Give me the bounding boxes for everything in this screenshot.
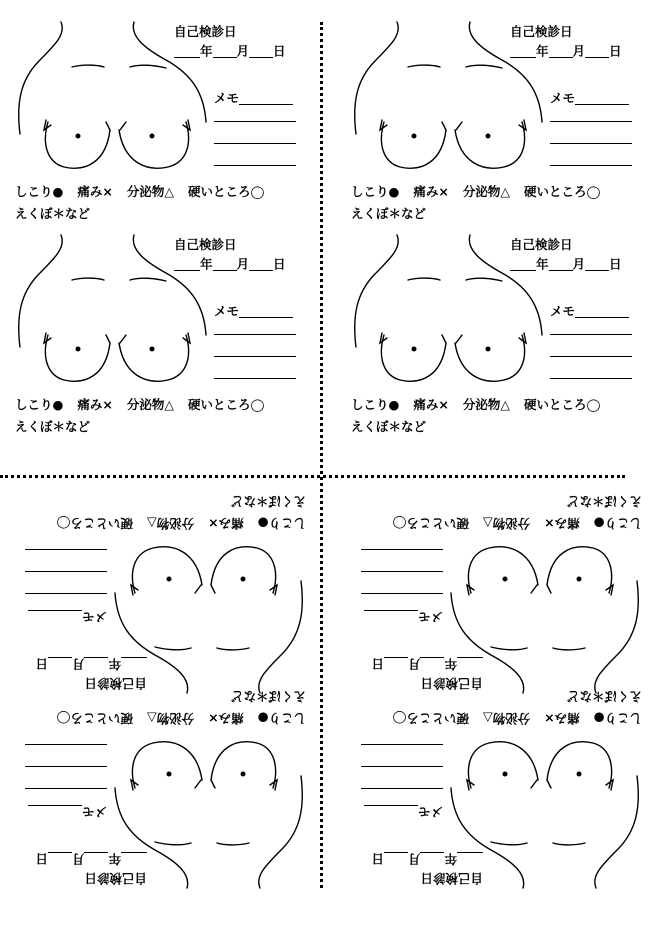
month-label: 月 [71,851,85,867]
day-label: 日 [371,851,384,867]
right-breast-outline [132,742,202,788]
self-exam-card [342,22,652,227]
month-blank [84,657,108,670]
legend-pain: 痛み× [208,711,244,726]
legend-lump: しこり● [15,397,64,412]
memo-field [214,92,293,105]
right-nipple [167,577,172,582]
right-nipple [150,347,155,352]
center-right-mark [120,335,126,343]
legend-note: えくぼ＊など [566,689,642,704]
memo-label: メモ [81,804,107,820]
center-left-mark [442,335,446,343]
right-breast-outline [468,742,538,788]
left-breast-outline [211,547,276,593]
self-exam-card [341,683,651,888]
memo-blank [364,805,418,818]
right-nipple [503,772,508,777]
memo-field [364,805,443,818]
memo-line [25,593,107,594]
year-blank [457,657,483,670]
memo-field [28,610,107,623]
right-collarbone [155,647,191,650]
memo-field [28,805,107,818]
memo-field [214,305,293,318]
left-collarbone [72,65,104,67]
exam-date-title: 自己検診日 [510,24,573,39]
left-breast-outline [45,335,110,381]
memo-label: メモ [214,90,240,106]
legend-note: えくぼ＊など [15,206,91,221]
self-exam-card [6,22,316,227]
memo-blank [28,610,82,623]
day-blank [48,657,72,670]
day-blank [249,258,273,271]
day-label: 日 [609,256,622,272]
date-fields [371,852,483,865]
year-label: 年 [200,256,213,272]
legend-pain: 痛み× [544,516,580,531]
legend-pain: 痛み× [544,711,580,726]
year-label: 年 [108,851,121,867]
month-blank [213,258,237,271]
symbol-legend [351,399,615,412]
exam-date-title: 自己検診日 [174,24,237,39]
legend-hard: 硬いところ◯ [56,516,133,531]
left-breast-outline [211,742,276,788]
left-nipple [577,577,582,582]
day-label: 日 [609,43,622,59]
left-collarbone [553,648,585,650]
day-blank [249,45,273,58]
year-blank [121,852,147,865]
legend-discharge: 分泌物△ [146,711,195,726]
year-label: 年 [108,656,121,672]
horizontal-cut-line [0,475,625,478]
memo-line [214,334,296,335]
memo-label: メモ [214,303,240,319]
year-label: 年 [536,256,549,272]
right-breast-outline [119,122,189,168]
left-shoulder-outline [595,776,639,888]
center-right-mark [456,335,462,343]
year-label: 年 [444,656,457,672]
right-breast-outline [468,547,538,593]
month-label: 月 [71,656,85,672]
right-breast-outline [119,335,189,381]
right-collarbone [491,842,527,845]
month-label: 月 [572,43,586,59]
month-label: 月 [407,851,421,867]
day-blank [585,258,609,271]
memo-line [25,549,107,550]
memo-label: メモ [81,609,107,625]
left-nipple [412,347,417,352]
legend-pain: 痛み× [77,184,113,199]
year-label: 年 [444,851,457,867]
memo-line [214,143,296,144]
left-nipple [76,347,81,352]
legend-hard: 硬いところ◯ [524,397,601,412]
left-collarbone [408,65,440,67]
left-collarbone [72,278,104,280]
month-label: 月 [407,656,421,672]
legend-note: えくぼ＊など [351,206,427,221]
right-collarbone [466,278,502,281]
right-nipple [150,134,155,139]
left-nipple [412,134,417,139]
legend-hard: 硬いところ◯ [392,711,469,726]
memo-line [550,334,632,335]
memo-line [361,766,443,767]
day-label: 日 [35,851,48,867]
memo-label: メモ [550,90,576,106]
year-blank [457,852,483,865]
legend-lump: しこり● [15,184,64,199]
legend-lump: しこり● [593,516,642,531]
exam-date-title: 自己検診日 [174,237,237,252]
memo-line [361,744,443,745]
memo-line [25,766,107,767]
center-right-mark [120,122,126,130]
memo-label: メモ [417,609,443,625]
legend-pain: 痛み× [413,397,449,412]
date-fields [35,657,147,670]
center-right-mark [531,585,537,593]
year-label: 年 [200,43,213,59]
memo-line [25,571,107,572]
legend-note: えくぼ＊など [566,494,642,509]
right-nipple [486,134,491,139]
memo-blank [364,610,418,623]
legend-discharge: 分泌物△ [482,711,531,726]
legend-note: えくぼ＊など [230,689,306,704]
memo-line [361,571,443,572]
left-shoulder-outline [19,235,63,347]
legend-note: えくぼ＊など [230,494,306,509]
self-exam-card [342,235,652,440]
center-right-mark [195,780,201,788]
right-collarbone [466,65,502,68]
memo-blank [575,92,629,105]
memo-blank [28,805,82,818]
year-blank [174,258,200,271]
year-blank [510,45,536,58]
month-blank [420,852,444,865]
month-blank [213,45,237,58]
left-shoulder-outline [355,22,399,134]
symbol-legend [378,712,642,725]
left-shoulder-outline [19,22,63,134]
left-shoulder-outline [595,581,639,693]
month-blank [420,657,444,670]
legend-discharge: 分泌物△ [462,397,511,412]
left-shoulder-outline [259,776,303,888]
symbol-legend [15,399,279,412]
left-nipple [241,772,246,777]
right-collarbone [491,647,527,650]
left-nipple [241,577,246,582]
legend-lump: しこり● [351,397,400,412]
legend-pain: 痛み× [413,184,449,199]
memo-line [25,744,107,745]
left-nipple [76,134,81,139]
memo-line [214,356,296,357]
left-breast-outline [45,122,110,168]
legend-note: えくぼ＊など [351,419,427,434]
memo-line [361,549,443,550]
memo-line [214,378,296,379]
center-right-mark [195,585,201,593]
exam-date-title: 自己検診日 [420,676,483,691]
memo-line [550,143,632,144]
month-label: 月 [236,256,250,272]
day-blank [384,852,408,865]
memo-line [214,165,296,166]
memo-blank [575,305,629,318]
year-blank [121,657,147,670]
month-blank [549,45,573,58]
center-right-mark [456,122,462,130]
center-right-mark [531,780,537,788]
memo-line [550,378,632,379]
self-exam-card [5,683,315,888]
right-nipple [503,577,508,582]
right-collarbone [130,278,166,281]
legend-hard: 硬いところ◯ [524,184,601,199]
center-left-mark [547,585,551,593]
legend-hard: 硬いところ◯ [188,184,265,199]
memo-field [550,92,629,105]
date-fields [35,852,147,865]
day-label: 日 [35,656,48,672]
legend-pain: 痛み× [208,516,244,531]
left-shoulder-outline [355,235,399,347]
center-left-mark [106,335,110,343]
month-blank [549,258,573,271]
legend-lump: しこり● [257,516,306,531]
symbol-legend [42,712,306,725]
legend-discharge: 分泌物△ [126,397,175,412]
memo-label: メモ [550,303,576,319]
legend-hard: 硬いところ◯ [188,397,265,412]
left-breast-outline [381,122,446,168]
legend-lump: しこり● [593,711,642,726]
memo-blank [239,305,293,318]
memo-field [550,305,629,318]
memo-line [25,788,107,789]
right-breast-outline [132,547,202,593]
day-label: 日 [273,43,286,59]
memo-label: メモ [417,804,443,820]
date-fields [510,258,622,271]
memo-line [550,356,632,357]
left-collarbone [553,843,585,845]
date-fields [174,258,286,271]
memo-blank [239,92,293,105]
date-fields [371,657,483,670]
year-label: 年 [536,43,549,59]
memo-line [361,593,443,594]
legend-note: えくぼ＊など [15,419,91,434]
day-label: 日 [273,256,286,272]
year-blank [510,258,536,271]
symbol-legend [351,186,615,199]
self-exam-card [341,488,651,693]
day-label: 日 [371,656,384,672]
month-blank [84,852,108,865]
legend-discharge: 分泌物△ [462,184,511,199]
center-left-mark [211,780,215,788]
left-collarbone [217,648,249,650]
month-label: 月 [236,43,250,59]
date-fields [174,45,286,58]
exam-date-title: 自己検診日 [510,237,573,252]
memo-field [364,610,443,623]
exam-date-title: 自己検診日 [84,676,147,691]
left-collarbone [217,843,249,845]
right-nipple [167,772,172,777]
legend-discharge: 分泌物△ [126,184,175,199]
center-left-mark [106,122,110,130]
left-breast-outline [547,547,612,593]
symbol-legend [378,517,642,530]
exam-date-title: 自己検診日 [84,871,147,886]
year-blank [174,45,200,58]
legend-lump: しこり● [351,184,400,199]
right-breast-outline [455,122,525,168]
center-left-mark [547,780,551,788]
self-exam-card [6,235,316,440]
day-blank [585,45,609,58]
symbol-legend [42,517,306,530]
day-blank [48,852,72,865]
right-collarbone [155,842,191,845]
memo-line [361,788,443,789]
left-breast-outline [547,742,612,788]
left-collarbone [408,278,440,280]
exam-date-title: 自己検診日 [420,871,483,886]
right-nipple [486,347,491,352]
center-left-mark [211,585,215,593]
center-left-mark [442,122,446,130]
day-blank [384,657,408,670]
right-collarbone [130,65,166,68]
memo-line [550,165,632,166]
memo-line [550,121,632,122]
left-nipple [577,772,582,777]
legend-lump: しこり● [257,711,306,726]
symbol-legend [15,186,279,199]
self-exam-card [5,488,315,693]
vertical-cut-line [320,22,323,888]
date-fields [510,45,622,58]
right-breast-outline [455,335,525,381]
legend-discharge: 分泌物△ [482,516,531,531]
left-shoulder-outline [259,581,303,693]
legend-hard: 硬いところ◯ [392,516,469,531]
legend-discharge: 分泌物△ [146,516,195,531]
month-label: 月 [572,256,586,272]
legend-hard: 硬いところ◯ [56,711,133,726]
left-breast-outline [381,335,446,381]
legend-pain: 痛み× [77,397,113,412]
memo-line [214,121,296,122]
